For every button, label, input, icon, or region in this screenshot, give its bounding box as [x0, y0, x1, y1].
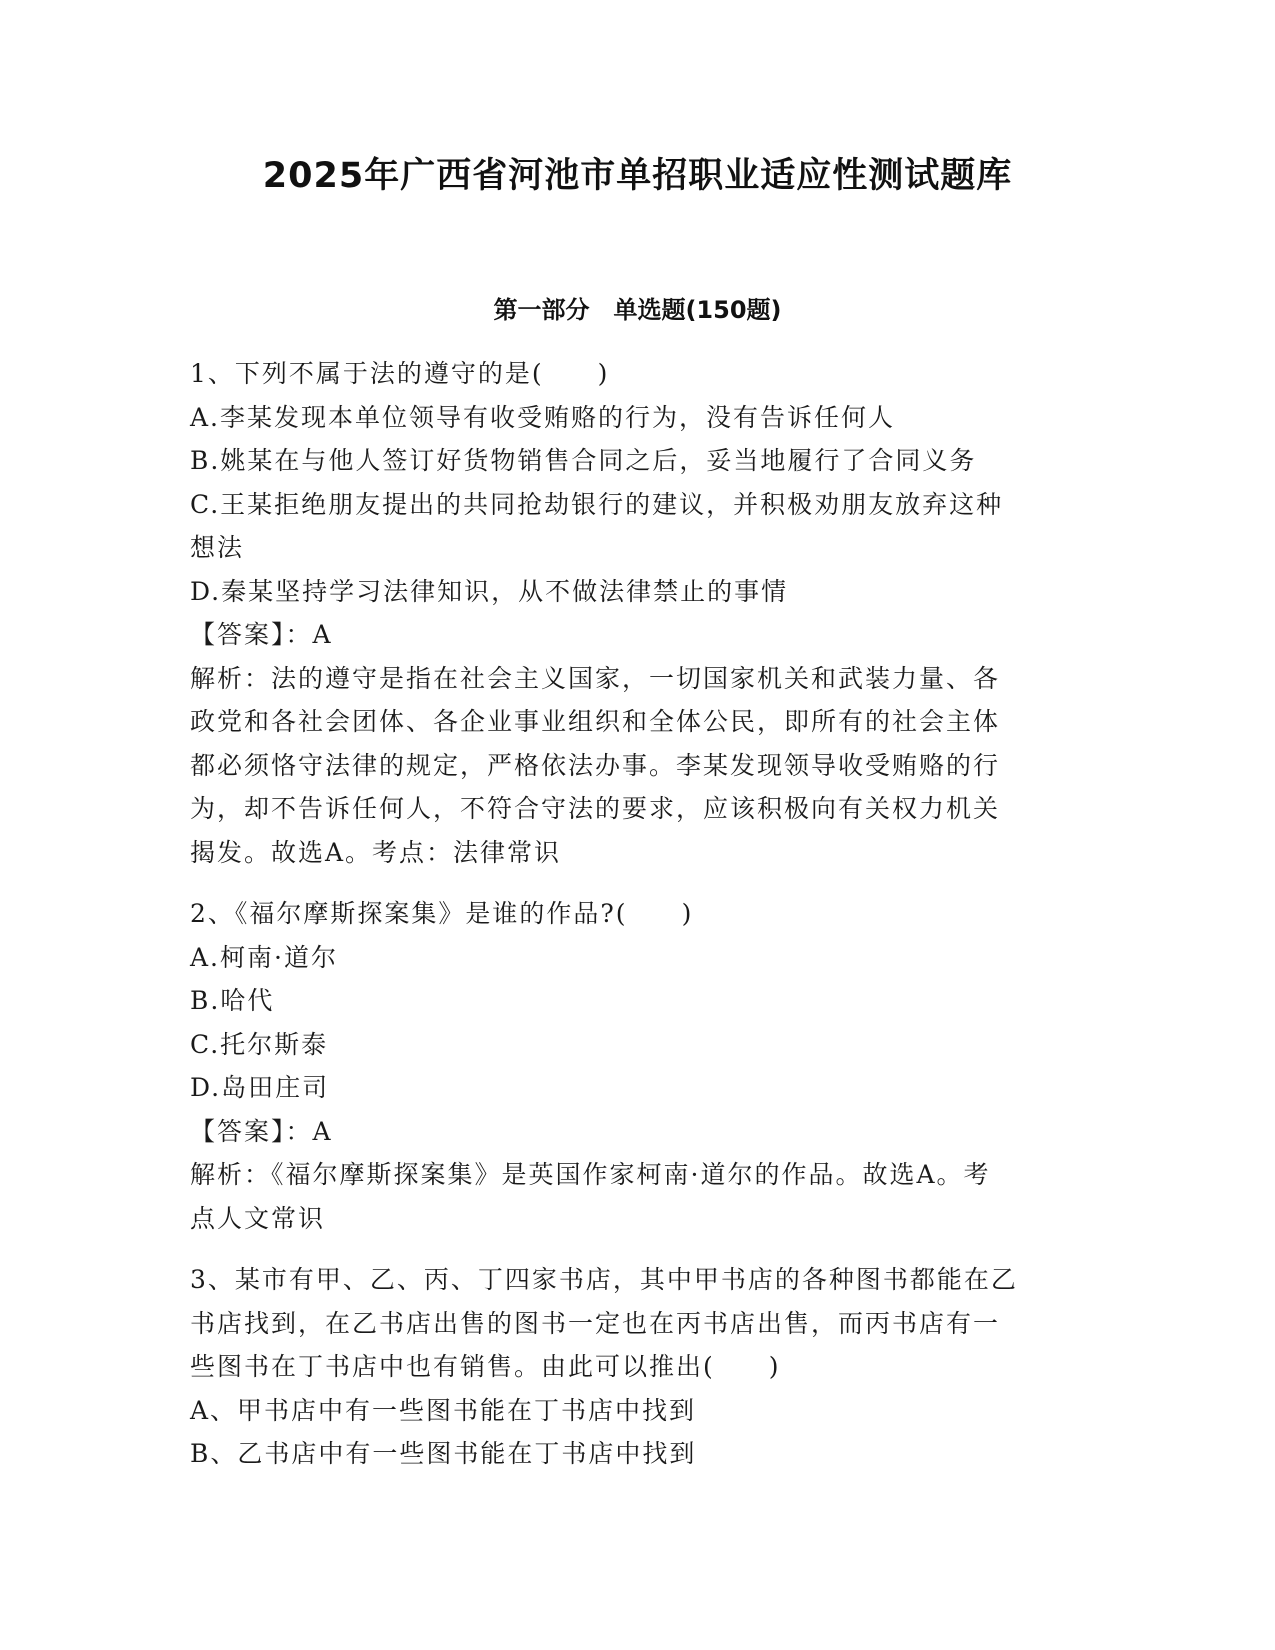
option-c: C.王某拒绝朋友提出的共同抢劫银行的建议，并积极劝朋友放弃这种 — [190, 489, 1004, 519]
analysis-line: 政党和各社会团体、各企业事业组织和全体公民，即所有的社会主体 — [190, 707, 1001, 736]
analysis-line: 揭发。故选A。考点：法律常识 — [190, 837, 562, 867]
question-stem-line: 书店找到，在乙书店出售的图书一定也在丙书店出售，而丙书店有一 — [190, 1308, 1001, 1338]
option-d: D.岛田庄司 — [190, 1073, 330, 1102]
option-b: B、乙书店中有一些图书能在丁书店中找到 — [190, 1439, 697, 1468]
option-a: A、甲书店中有一些图书能在丁书店中找到 — [190, 1395, 697, 1425]
document-title: 2025年广西省河池市单招职业适应性测试题库 — [262, 156, 1013, 196]
answer-line: 【答案】：A — [190, 620, 333, 649]
question-1 — [190, 352, 1080, 874]
analysis-line: 点人文常识 — [190, 1203, 326, 1233]
analysis-line: 解析：《福尔摩斯探案集》是英国作家柯南·道尔的作品。故选A。考 — [190, 1160, 991, 1189]
question-spacer — [190, 874, 1080, 892]
analysis-line: 都必须恪守法律的规定，严格依法办事。李某发现领导收受贿赂的行 — [190, 750, 1001, 780]
question-stem-line: 3、某市有甲、乙、丙、丁四家书店，其中甲书店的各种图书都能在乙 — [190, 1265, 1018, 1294]
option-d: D.秦某坚持学习法律知识，从不做法律禁止的事情 — [190, 576, 789, 606]
question-2 — [190, 892, 1080, 1240]
question-3 — [190, 1258, 1080, 1476]
option-a: A.柯南·道尔 — [190, 942, 338, 972]
question-spacer — [190, 1240, 1080, 1258]
option-b: B.姚某在与他人签订好货物销售合同之后，妥当地履行了合同义务 — [190, 446, 977, 475]
question-stem-line: 些图书在丁书店中也有销售。由此可以推出( ) — [190, 1352, 781, 1381]
question-stem-line: 1、下列不属于法的遵守的是( ) — [190, 359, 610, 388]
answer-line: 【答案】：A — [190, 1116, 333, 1146]
question-list — [190, 352, 1080, 1476]
question-stem-line: 2、《福尔摩斯探案集》是谁的作品?( ) — [190, 899, 694, 928]
option-a: A.李某发现本单位领导有收受贿赂的行为，没有告诉任何人 — [190, 402, 896, 432]
option-b: B.哈代 — [190, 986, 275, 1015]
analysis-line: 为，却不告诉任何人，不符合守法的要求，应该积极向有关权力机关 — [190, 794, 1001, 823]
section-title: 第一部分 单选题(150题) — [493, 296, 782, 324]
option-c-continued: 想法 — [190, 533, 245, 562]
analysis-line: 解析：法的遵守是指在社会主义国家，一切国家机关和武装力量、各 — [190, 663, 1001, 693]
option-c: C.托尔斯泰 — [190, 1029, 329, 1059]
